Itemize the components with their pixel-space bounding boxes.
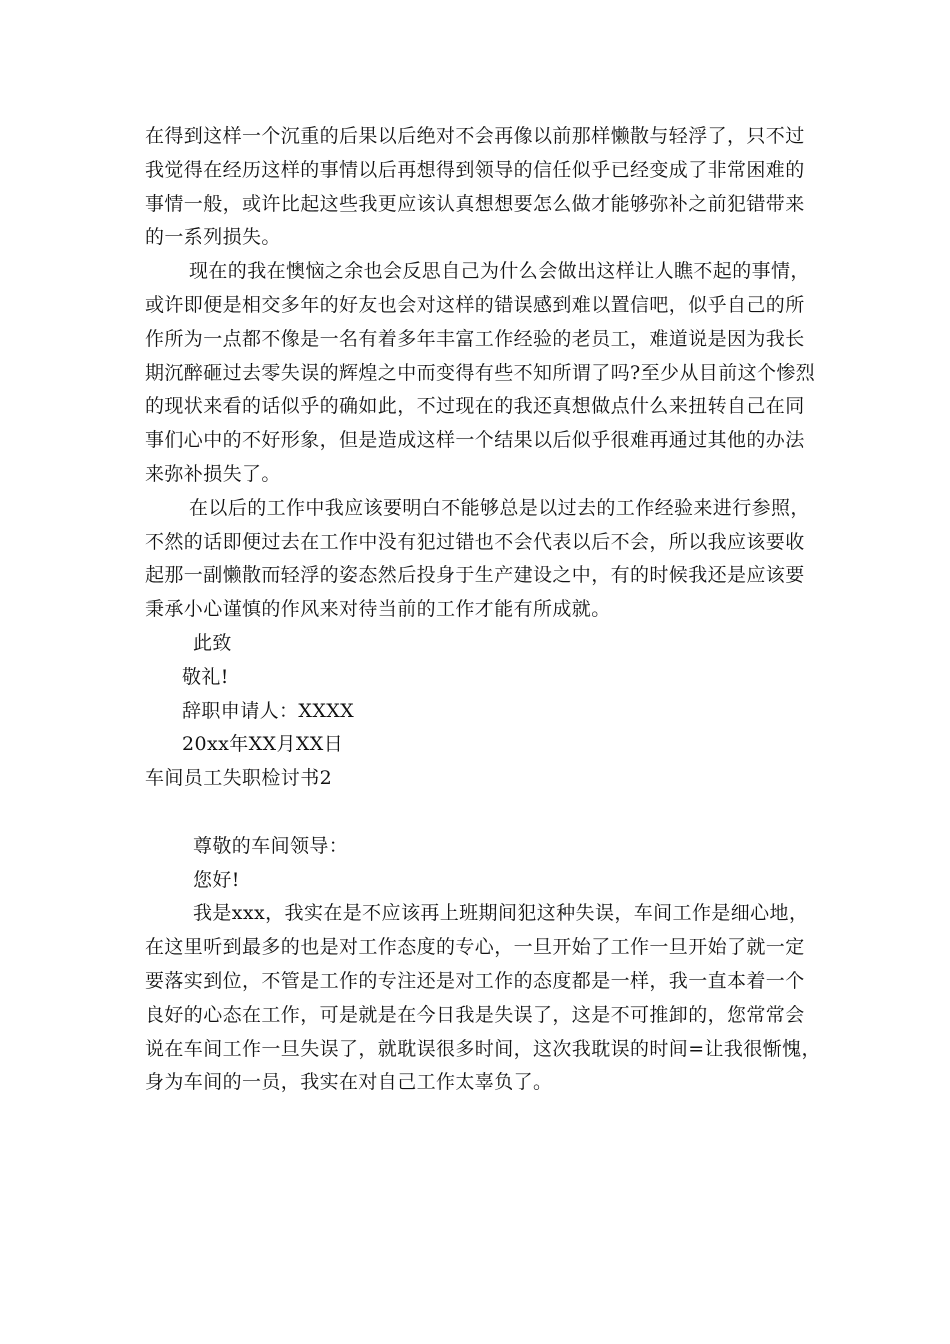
- paragraph-line: 的现状来看的话似乎的确如此，不过现在的我还真想做点什么来扭转自己在同: [145, 395, 805, 418]
- paragraph-line: 的一系列损失。: [145, 226, 281, 249]
- section-2: [145, 830, 821, 1100]
- paragraph-line: 现在的我在懊恼之余也会反思自己为什么会做出这样让人瞧不起的事情，: [189, 260, 810, 283]
- paragraph-line: 在以后的工作中我应该要明白不能够总是以过去的工作经验来进行参照，: [189, 496, 810, 519]
- paragraph-line: 我觉得在经历这样的事情以后再想得到领导的信任似乎已经变成了非常困难的: [145, 158, 805, 181]
- paragraph-line: 我是xxx，我实在是不应该再上班期间犯这种失误，车间工作是细心地，: [193, 902, 809, 925]
- paragraph-line: 身为车间的一员，我实在对自己工作太辜负了。: [145, 1071, 553, 1094]
- paragraph-line: 期沉醉砸过去零失误的辉煌之中而变得有些不知所谓了吗?至少从目前这个惨烈: [145, 361, 816, 384]
- paragraph-line: 事们心中的不好形象，但是造成这样一个结果以后似乎很难再通过其他的办法: [145, 429, 805, 452]
- document-page: [145, 120, 821, 1100]
- paragraph-line: 或许即便是相交多年的好友也会对这样的错误感到难以置信吧，似乎自己的所: [145, 293, 805, 316]
- closing-applicant: 辞职申请人：XXXX: [182, 699, 355, 722]
- closing-cizhi: 此致: [193, 631, 232, 654]
- paragraph-3: [145, 492, 813, 627]
- salutation: 尊敬的车间领导：: [193, 834, 349, 857]
- paragraph-line: 作所为一点都不像是一名有着多年丰富工作经验的老员工，难道说是因为我长: [145, 327, 805, 350]
- paragraph-line: 秉承小心谨慎的作风来对待当前的工作才能有所成就。: [145, 598, 611, 621]
- greeting: 您好!: [193, 868, 240, 891]
- paragraph-line: 良好的心态在工作，可是就是在今日我是失误了，这是不可推卸的，您常常会: [145, 1003, 805, 1026]
- paragraph-line: 在这里听到最多的也是对工作态度的专心，一旦开始了工作一旦开始了就一定: [145, 936, 805, 959]
- paragraph-line: 在得到这样一个沉重的后果以后绝对不会再像以前那样懒散与轻浮了，只不过: [145, 125, 805, 147]
- closing-block: [145, 627, 813, 762]
- paragraph-2: [145, 255, 816, 492]
- paragraph-line: 要落实到位，不管是工作的专注还是对工作的态度都是一样，我一直本着一个: [145, 969, 805, 992]
- closing-jingli: 敬礼!: [182, 665, 229, 688]
- closing-date: 20xx年XX月XX日: [182, 733, 344, 756]
- paragraph-line: 起那一副懒散而轻浮的姿态然后投身于生产建设之中，有的时候我还是应该要: [145, 564, 805, 587]
- paragraph-line: 不然的话即便过去在工作中没有犯过错也不会代表以后不会，所以我应该要收: [145, 530, 805, 553]
- paragraph-line: 事情一般，或许比起这些我更应该认真想想要怎么做才能够弥补之前犯错带来: [145, 192, 805, 215]
- blank-line: [145, 796, 813, 830]
- paragraph-line: 来弥补损失了。: [145, 462, 281, 485]
- section-title: 车间员工失职检讨书2: [145, 767, 333, 790]
- paragraph-1: [145, 120, 813, 255]
- paragraph-line: 说在车间工作一旦失误了，就耽误很多时间，这次我耽误的时间=让我很惭愧，: [145, 1037, 821, 1060]
